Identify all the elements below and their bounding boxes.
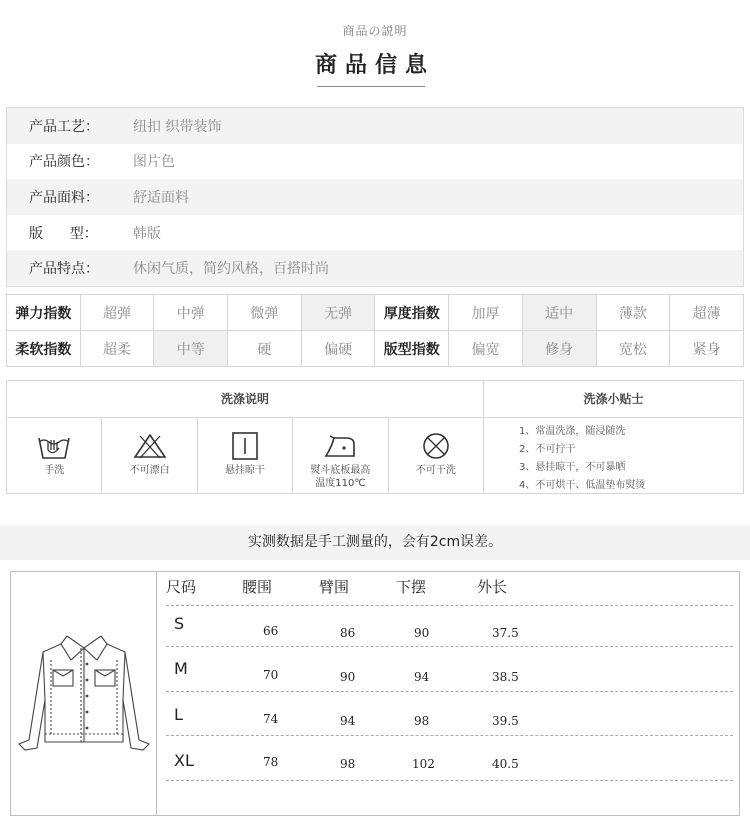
info-value: 韩版 [133,225,161,242]
size-value: 40.5 [492,757,519,771]
size-label: L [174,705,183,724]
wash-caption: 悬挂晾干 [225,465,266,476]
wash-tips-list [519,423,645,495]
wash-instructions-title: 洗涤说明 [7,381,484,418]
index-option: 微弹 [228,295,302,331]
wash-caption: 熨斗底板最高 [310,465,371,476]
index-option: 超弹 [80,295,154,331]
size-value: 70 [263,668,279,682]
wash-item-hand-wash [7,418,102,493]
size-value: 98 [414,714,430,728]
size-value: 37.5 [492,626,519,640]
section-header [0,0,750,100]
size-value: 74 [263,712,279,726]
index-option: 超薄 [670,295,744,331]
wash-tip: 4、不可烘干、低温垫布熨烫 [519,480,646,491]
size-label: M [174,659,188,678]
size-value: 39.5 [492,714,519,728]
header-subtitle: 商品の説明 [342,24,408,38]
info-row-fit [7,215,743,251]
size-header-size: 尺码 [166,578,197,596]
wash-tip: 1、常温洗涤，随浸随洗 [519,426,626,437]
size-value: 94 [414,670,430,684]
size-header-waist: 腰围 [242,578,273,596]
size-value: 90 [414,626,430,640]
size-label: XL [174,751,194,770]
fabric-index-table [6,294,744,367]
info-row-craft [7,108,743,144]
info-value: 纽扣 织带装饰 [133,118,222,135]
index-option: 薄款 [596,295,670,331]
info-value: 舒适面料 [133,189,189,206]
index-row-softness-fit [7,331,744,367]
index-option: 宽松 [596,331,670,367]
index-option: 偏硬 [301,331,375,367]
size-value: 66 [263,624,279,638]
row-divider [166,691,733,692]
size-value: 86 [340,626,356,640]
size-header-length: 外长 [477,578,508,596]
index-option: 加厚 [449,295,523,331]
size-value: 78 [263,755,279,769]
index-option: 紧身 [670,331,744,367]
index-option: 超柔 [80,331,154,367]
size-header-hem: 下摆 [396,578,427,596]
wash-tip: 2、不可拧干 [519,444,576,455]
wash-tips-title: 洗涤小贴士 [484,381,743,418]
wash-section [6,380,744,494]
info-row-fabric [7,179,743,215]
index-header-thickness: 厚度指数 [375,295,449,331]
jacket-icon [15,630,153,760]
index-option-selected: 无弹 [301,295,375,331]
index-option-selected: 中等 [154,331,228,367]
measurement-note: 实测数据是手工测量的，会有2cm误差。 [0,525,750,560]
info-label: 产品面料： [29,189,99,206]
index-header-fit: 版型指数 [375,331,449,367]
iron-icon [322,432,358,460]
index-option-selected: 修身 [522,331,596,367]
index-row-elasticity-thickness [7,295,744,331]
wash-caption-2: 温度110℃ [315,478,366,489]
no-tumble-dry-icon [418,432,454,460]
index-header-softness: 柔软指数 [7,331,81,367]
row-divider [166,646,733,647]
size-value: 98 [340,757,356,771]
size-value: 90 [340,670,356,684]
size-value: 94 [340,714,356,728]
wash-item-no-dryclean [389,418,483,493]
info-value: 休闲气质，简约风格，百搭时尚 [133,261,329,278]
info-row-color [7,144,743,180]
header-underline [317,86,425,87]
size-value: 102 [412,757,435,771]
size-chart [10,571,740,816]
wash-caption: 手洗 [44,465,65,476]
index-header-elasticity: 弹力指数 [7,295,81,331]
index-option-selected: 适中 [522,295,596,331]
wash-item-no-bleach [102,418,197,493]
index-option: 中弹 [154,295,228,331]
row-divider [166,735,733,736]
info-row-features [7,250,743,286]
info-label: 产品颜色： [29,154,99,171]
hand-wash-icon [36,432,72,460]
wash-icon-row [7,418,484,493]
wash-item-iron [293,418,388,493]
row-divider [166,605,733,606]
size-header-arm: 臂围 [319,578,350,596]
wash-caption: 不可干洗 [415,465,456,476]
wash-item-hang-dry [198,418,293,493]
jacket-illustration [11,572,157,815]
index-option: 偏宽 [449,331,523,367]
row-divider [166,780,733,781]
no-bleach-icon [132,432,168,460]
info-value: 图片色 [133,154,175,171]
index-option: 硬 [228,331,302,367]
size-value: 38.5 [492,670,519,684]
info-label: 产品工艺： [29,118,99,135]
product-info-table [6,107,744,287]
header-title: 商品信息 [314,53,435,78]
wash-tip: 3、悬挂晾干，不可暴晒 [519,462,626,473]
size-label: S [174,614,185,633]
info-label: 产品特点： [29,261,99,278]
hang-dry-icon [227,432,263,460]
info-label: 版 型： [29,225,98,242]
wash-caption: 不可漂白 [129,465,170,476]
